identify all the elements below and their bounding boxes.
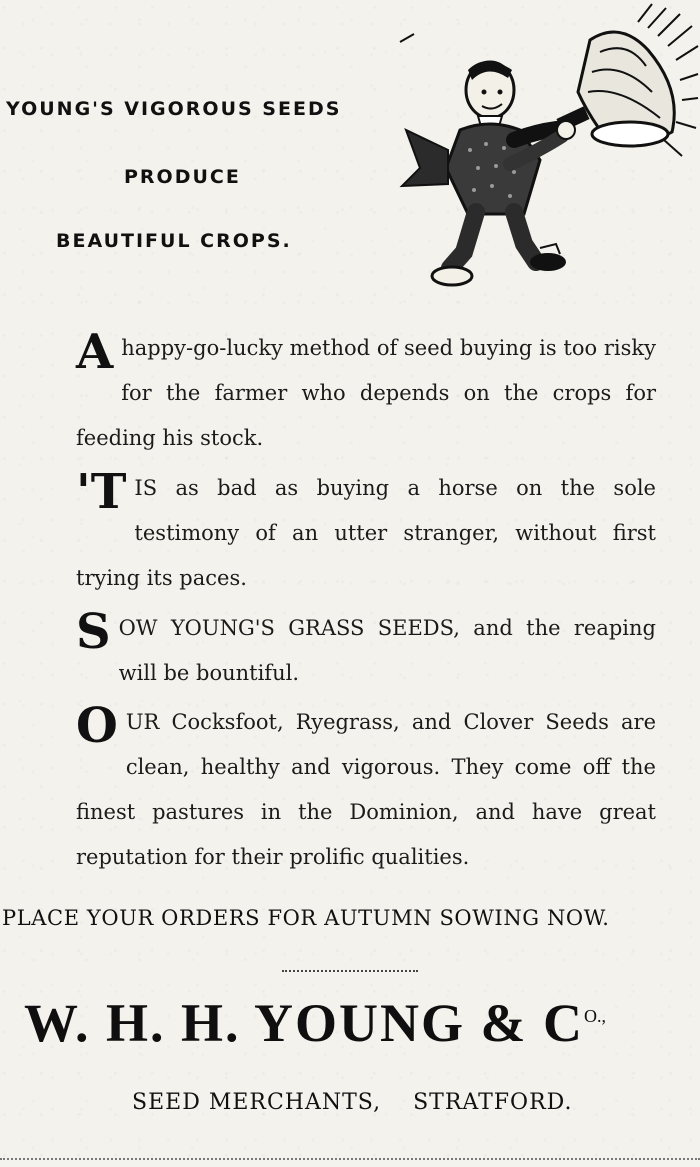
- paragraph-2: [76, 466, 656, 601]
- firm-name: [24, 992, 700, 1054]
- paragraph-3: [76, 606, 656, 696]
- dropcap-4: O: [76, 698, 118, 754]
- dropcap-2: 'T: [76, 464, 127, 520]
- paragraph-4-text: UR Cocksfoot, Ryegrass, and Clover Seeds are clean, healthy and vigorous. They come off the finest pastures in the Dominion, and have great reputation for their prolific qualities.: [76, 710, 656, 869]
- paragraph-1-text: happy-go-lucky method of seed buying is too risky for the farmer who depends on the crops for feeding his stock.: [76, 336, 656, 450]
- call-to-action: PLACE YOUR ORDERS FOR AUTUMN SOWING NOW.: [2, 906, 610, 930]
- firm-name-main: W. H. H. YOUNG & C: [24, 993, 585, 1053]
- bottom-rule: [0, 1158, 700, 1160]
- headline-line-1: YOUNG'S VIGOROUS SEEDS: [6, 98, 342, 120]
- headline-line-2: PRODUCE: [124, 166, 241, 188]
- merchant-location: STRATFORD.: [413, 1090, 573, 1115]
- firm-name-suffix: O.,: [584, 1006, 607, 1026]
- bell-ringer-illustration: [390, 0, 700, 300]
- dropcap-1: A: [76, 324, 114, 380]
- headline-line-3: BEAUTIFUL CROPS.: [56, 230, 292, 252]
- merchant-label: SEED MERCHANTS,: [132, 1090, 382, 1115]
- paragraph-4: [76, 700, 656, 880]
- paragraph-1: [76, 326, 656, 461]
- dropcap-3: S: [76, 604, 111, 660]
- paragraph-2-text: IS as bad as buying a horse on the sole testimony of an utter stranger, without first trying its paces.: [76, 476, 656, 590]
- merchant-line: [132, 1090, 572, 1115]
- man-figure: [402, 61, 575, 285]
- paragraph-3-text: OW YOUNG'S GRASS SEEDS, and the reaping will be bountiful.: [118, 616, 656, 685]
- dotted-divider: [282, 970, 418, 972]
